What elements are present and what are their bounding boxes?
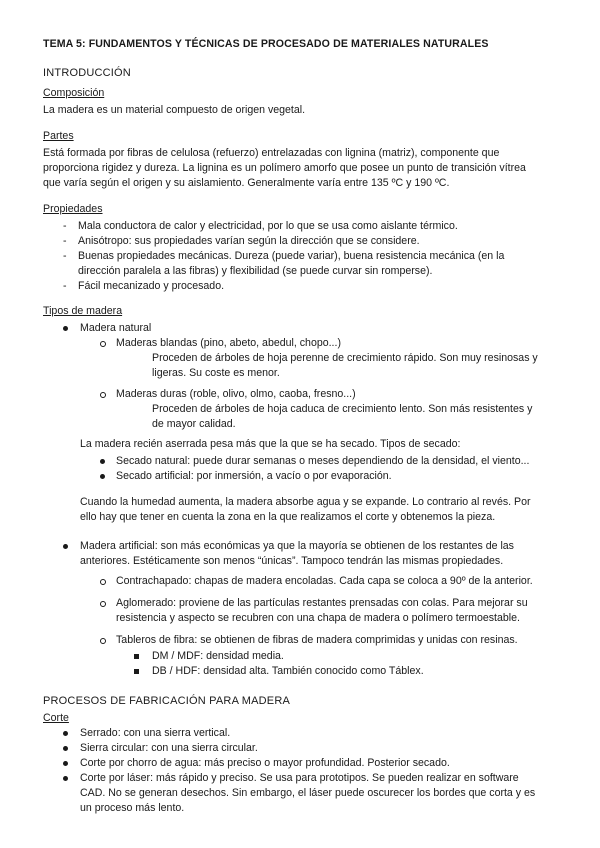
bullet-circle-icon	[100, 392, 106, 398]
bullet-square-icon	[134, 669, 139, 674]
contrachapado: Contrachapado: chapas de madera encoladas. Cada capa se coloca a 90º de la anterior.	[116, 575, 533, 587]
section-heading-introduccion: INTRODUCCIÓN	[43, 67, 131, 79]
corte-item: Serrado: con una sierra vertical.	[80, 727, 231, 739]
tableros-item: DM / MDF: densidad media.	[152, 650, 284, 662]
maderas-duras: Maderas duras (roble, olivo, olmo, caoba, fresno...)	[116, 388, 356, 400]
subheading-propiedades: Propiedades	[43, 203, 103, 215]
bullet-circle-icon	[100, 601, 106, 607]
subheading-tipos-madera: Tipos de madera	[43, 305, 123, 317]
bullet-circle-icon	[100, 638, 106, 644]
partes-line: proporciona rigidez y dureza. La lignina es un polímero amorfo que posee un punto de transición vítrea	[43, 162, 526, 174]
maderas-duras-desc: Proceden de árboles de hoja caduca de crecimiento lento. Son más resistentes y	[152, 403, 533, 415]
subheading-composicion: Composición	[43, 87, 105, 99]
bullet-dot-icon	[63, 776, 68, 781]
bullet-circle-icon	[100, 341, 106, 347]
bullet-dot-icon	[100, 474, 105, 479]
partes-line: que varía según el origen y su aislamiento. Generalmente varía entre 135 ºC y 190 ºC.	[43, 177, 450, 189]
aglomerado: Aglomerado: proviene de las partículas restantes prensadas con colas. Para mejorar su	[116, 597, 528, 609]
maderas-blandas-desc: Proceden de árboles de hoja perenne de crecimiento rápido. Son muy resinosas y	[152, 352, 538, 364]
madera-artificial-text: anteriores. Estéticamente son menos “únicas”. Tampoco tendrán las mismas propiedades.	[80, 555, 504, 567]
propiedades-item: Mala conductora de calor y electricidad, por lo que se usa como aislante térmico.	[78, 220, 458, 232]
bullet-square-icon	[134, 654, 139, 659]
maderas-duras-desc: de mayor calidad.	[152, 418, 236, 430]
bullet-dot-icon	[100, 459, 105, 464]
secado-intro: La madera recién aserrada pesa más que la que se ha secado. Tipos de secado:	[80, 438, 461, 450]
subheading-corte: Corte	[43, 712, 69, 724]
corte-item-cont: un proceso más lento.	[80, 802, 185, 814]
madera-artificial-text: Madera artificial: son más económicas ya que la mayoría se obtienen de los restantes de las	[80, 540, 514, 552]
bullet-dot-icon	[63, 326, 68, 331]
maderas-blandas: Maderas blandas (pino, abeto, abedul, chopo...)	[116, 337, 341, 349]
partes-line: Está formada por fibras de celulosa (refuerzo) entrelazadas con lignina (matriz), componente que	[43, 147, 500, 159]
maderas-blandas-desc: ligeras. Su coste es menor.	[152, 367, 280, 379]
propiedades-item: Anisótropo: sus propiedades varían según la dirección que se considere.	[78, 235, 420, 247]
corte-item-cont: CAD. No se generan desechos. Sin embargo, el láser puede oscurecer los bordes que corta y es	[80, 787, 536, 799]
propiedades-item: Fácil mecanizado y procesado.	[78, 280, 225, 292]
dash-marker: -	[63, 250, 67, 262]
secado-item: Secado natural: puede durar semanas o meses dependiendo de la densidad, el viento...	[116, 455, 530, 467]
tableros-item: DB / HDF: densidad alta. También conocido como Táblex.	[152, 665, 424, 677]
section-heading-procesos: PROCESOS DE FABRICACIÓN PARA MADERA	[43, 695, 291, 707]
madera-natural-label: Madera natural	[80, 322, 152, 334]
bullet-dot-icon	[63, 731, 68, 736]
dash-marker: -	[63, 220, 67, 232]
dash-marker: -	[63, 280, 67, 292]
bullet-dot-icon	[63, 761, 68, 766]
bullet-dot-icon	[63, 544, 68, 549]
propiedades-item: Buenas propiedades mecánicas. Dureza (puede variar), buena resistencia mecánica (en la	[78, 250, 505, 262]
tableros-fibra: Tableros de fibra: se obtienen de fibras de madera comprimidas y unidas con resinas.	[116, 634, 518, 646]
corte-item: Corte por láser: más rápido y preciso. Se usa para prototipos. Se pueden realizar en software	[80, 772, 519, 784]
corte-item: Corte por chorro de agua: más preciso o mayor profundidad. Posterior secado.	[80, 757, 450, 769]
secado-item: Secado artificial: por inmersión, a vacío o por evaporación.	[116, 470, 392, 482]
bullet-circle-icon	[100, 579, 106, 585]
subheading-partes: Partes	[43, 130, 74, 142]
page-title: TEMA 5: FUNDAMENTOS Y TÉCNICAS DE PROCESADO DE MATERIALES NATURALES	[43, 38, 489, 50]
aglomerado-cont: resistencia y aspecto se recubren con una chapa de madera o polímero termoestable.	[116, 612, 520, 624]
humedad-text: ello hay que tener en cuenta la zona en la que realizamos el corte y obtenemos la pieza.	[80, 511, 496, 523]
propiedades-item-cont: dirección paralela a las fibras) y flexibilidad (se puede curvar sin romperse).	[78, 265, 433, 277]
bullet-dot-icon	[63, 746, 68, 751]
composicion-text: La madera es un material compuesto de origen vegetal.	[43, 104, 306, 116]
dash-marker: -	[63, 235, 67, 247]
humedad-text: Cuando la humedad aumenta, la madera absorbe agua y se expande. Lo contrario al revés. Por	[80, 496, 531, 508]
corte-item: Sierra circular: con una sierra circular.	[80, 742, 258, 754]
